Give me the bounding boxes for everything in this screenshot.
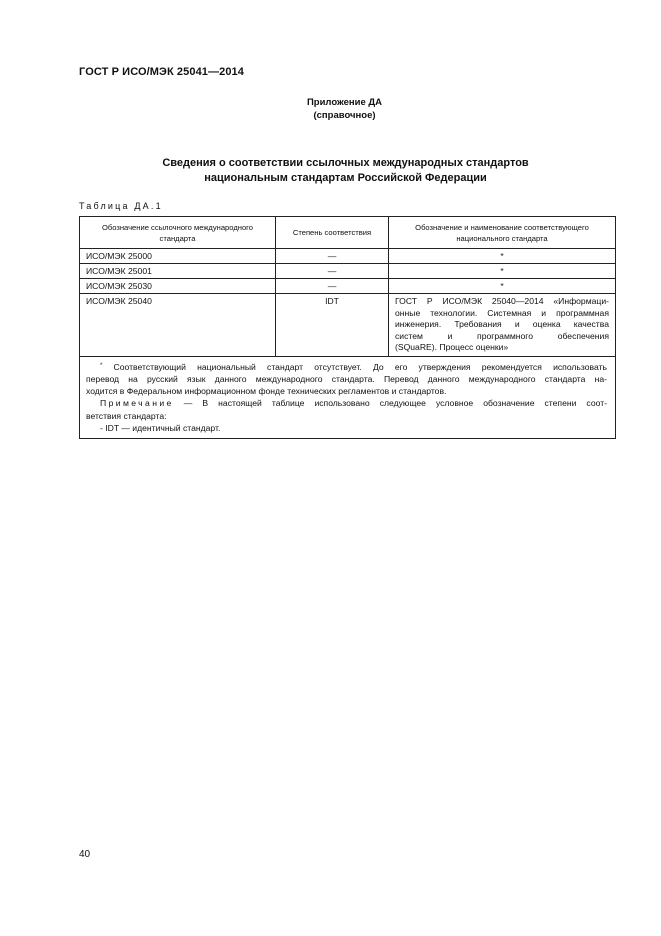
national-line: ГОСТ Р ИСО/МЭК 25040—2014 «Информаци- — [395, 296, 609, 306]
header-degree: Степень соответствия — [276, 217, 389, 249]
national-line: систем и программного обеспечения — [395, 330, 609, 341]
note-item: - IDT — идентичный стандарт. — [100, 422, 221, 433]
annex-subtitle: (справочное) — [313, 110, 376, 121]
national-line: онные технологии. Системная и программная — [395, 307, 609, 318]
header-national-standard: Обозначение и наименование соответствующего национального стандарта — [389, 217, 616, 249]
national-cell: * — [389, 279, 616, 294]
table-caption: Таблица ДА.1 — [79, 201, 163, 211]
table-row — [80, 294, 616, 357]
degree-cell: — — [276, 264, 389, 279]
degree-cell: — — [276, 279, 389, 294]
correspondence-table — [79, 216, 616, 439]
note-line: ветствия стандарта: — [86, 410, 167, 421]
footnote-cell — [80, 356, 616, 439]
ref-cell: ИСО/МЭК 25000 — [80, 249, 276, 264]
annex-heading — [0, 96, 661, 122]
degree-cell: — — [276, 249, 389, 264]
note-line: Примечание — В настоящей таблице использовано следующее условное обозначение степени соот- — [100, 398, 607, 409]
table-row — [80, 249, 616, 264]
table-row — [80, 279, 616, 294]
footnote-line: ходится в Федеральном информационном фонде технических регламентов и стандартов. — [86, 386, 447, 397]
section-title-line-2: национальным стандартам Российской Федерации — [204, 172, 487, 184]
table-header-row — [80, 217, 616, 249]
footnote-line: * Соответствующий национальный стандарт отсутствует. До его утверждения рекомендуется использовать — [100, 361, 607, 372]
table-row — [80, 264, 616, 279]
header-reference-standard: Обозначение ссылочного международного стандарта — [80, 217, 276, 249]
annex-title: Приложение ДА — [306, 97, 383, 108]
table-footnote-row — [80, 356, 616, 439]
section-title-line-1: Сведения о соответствии ссылочных международных стандартов — [162, 157, 529, 169]
document-id-header: ГОСТ Р ИСО/МЭК 25041—2014 — [79, 66, 244, 78]
national-cell — [389, 294, 616, 357]
ref-cell: ИСО/МЭК 25030 — [80, 279, 276, 294]
national-cell: * — [389, 264, 616, 279]
ref-cell: ИСО/МЭК 25001 — [80, 264, 276, 279]
footnote-line: перевод на русский язык данного международного стандарта. Перевод данного международного стандарта на- — [86, 373, 607, 384]
degree-cell: IDT — [276, 294, 389, 357]
national-line: инженерия. Требования и оценка качества — [395, 319, 609, 329]
note-label: Примечание — [100, 398, 174, 409]
page-number: 40 — [79, 849, 91, 860]
national-line: (SQuaRE). Процесс оценки» — [395, 342, 509, 352]
national-cell: * — [389, 249, 616, 264]
footnote-marker: * — [100, 362, 103, 369]
ref-cell: ИСО/МЭК 25040 — [80, 294, 276, 357]
section-title — [0, 156, 661, 186]
